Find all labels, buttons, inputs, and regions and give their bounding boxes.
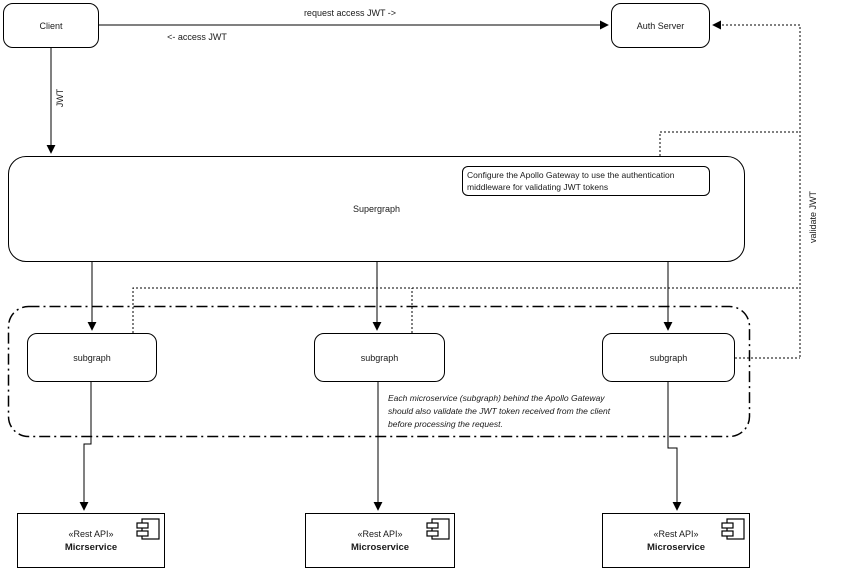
jwt-edge-label: JWT [55, 88, 65, 108]
subgraph-label-2: subgraph [360, 352, 399, 363]
subgraph-node-1 [27, 333, 157, 382]
microservice-note-line-3: before processing the request. [388, 419, 503, 429]
subgraph-node-3 [602, 333, 735, 382]
microservice-stereotype-2: «Rest API» [357, 528, 403, 539]
auth-server-node [611, 3, 710, 48]
subgraph-label-3: subgraph [649, 352, 688, 363]
auth-server-label: Auth Server [636, 20, 685, 31]
supergraph-label: Supergraph [352, 204, 401, 214]
microservice-note-line-2: should also validate the JWT token received from the client [388, 406, 611, 416]
subgraph-node-2 [314, 333, 445, 382]
microservice-node-3 [602, 513, 750, 568]
gateway-note-line-2: middleware for validating JWT tokens [467, 182, 609, 192]
access-jwt-label: <- access JWT [167, 32, 227, 42]
microservice-node-1 [17, 513, 165, 568]
microservice-note-line-1: Each microservice (subgraph) behind the Apollo Gateway [388, 393, 605, 403]
microservice-node-2 [305, 513, 455, 568]
subgraph-label-1: subgraph [73, 352, 111, 363]
subgraph1-validate-jwt-line [133, 288, 800, 333]
gateway-note-line-1: Configure the Apollo Gateway to use the authentication [467, 170, 675, 180]
subgraph1-microservice1-line [84, 382, 91, 510]
microservice-stereotype-1: «Rest API» [68, 528, 114, 539]
request-access-jwt-label: request access JWT -> [303, 8, 397, 18]
supergraph-validate-jwt-line [660, 132, 800, 156]
microservice-name-2: Microservice [350, 541, 410, 553]
microservice-name-1: Micrservice [64, 541, 118, 553]
client-label: Client [39, 20, 63, 31]
gateway-config-note [462, 166, 710, 196]
microservice-stereotype-3: «Rest API» [653, 528, 699, 539]
validate-jwt-edge-label: validate JWT [808, 190, 818, 244]
microservice-name-3: Microservice [646, 541, 706, 553]
client-node [3, 3, 99, 48]
microservice-validation-note [388, 392, 610, 431]
subgraph3-microservice3-line [668, 382, 677, 510]
